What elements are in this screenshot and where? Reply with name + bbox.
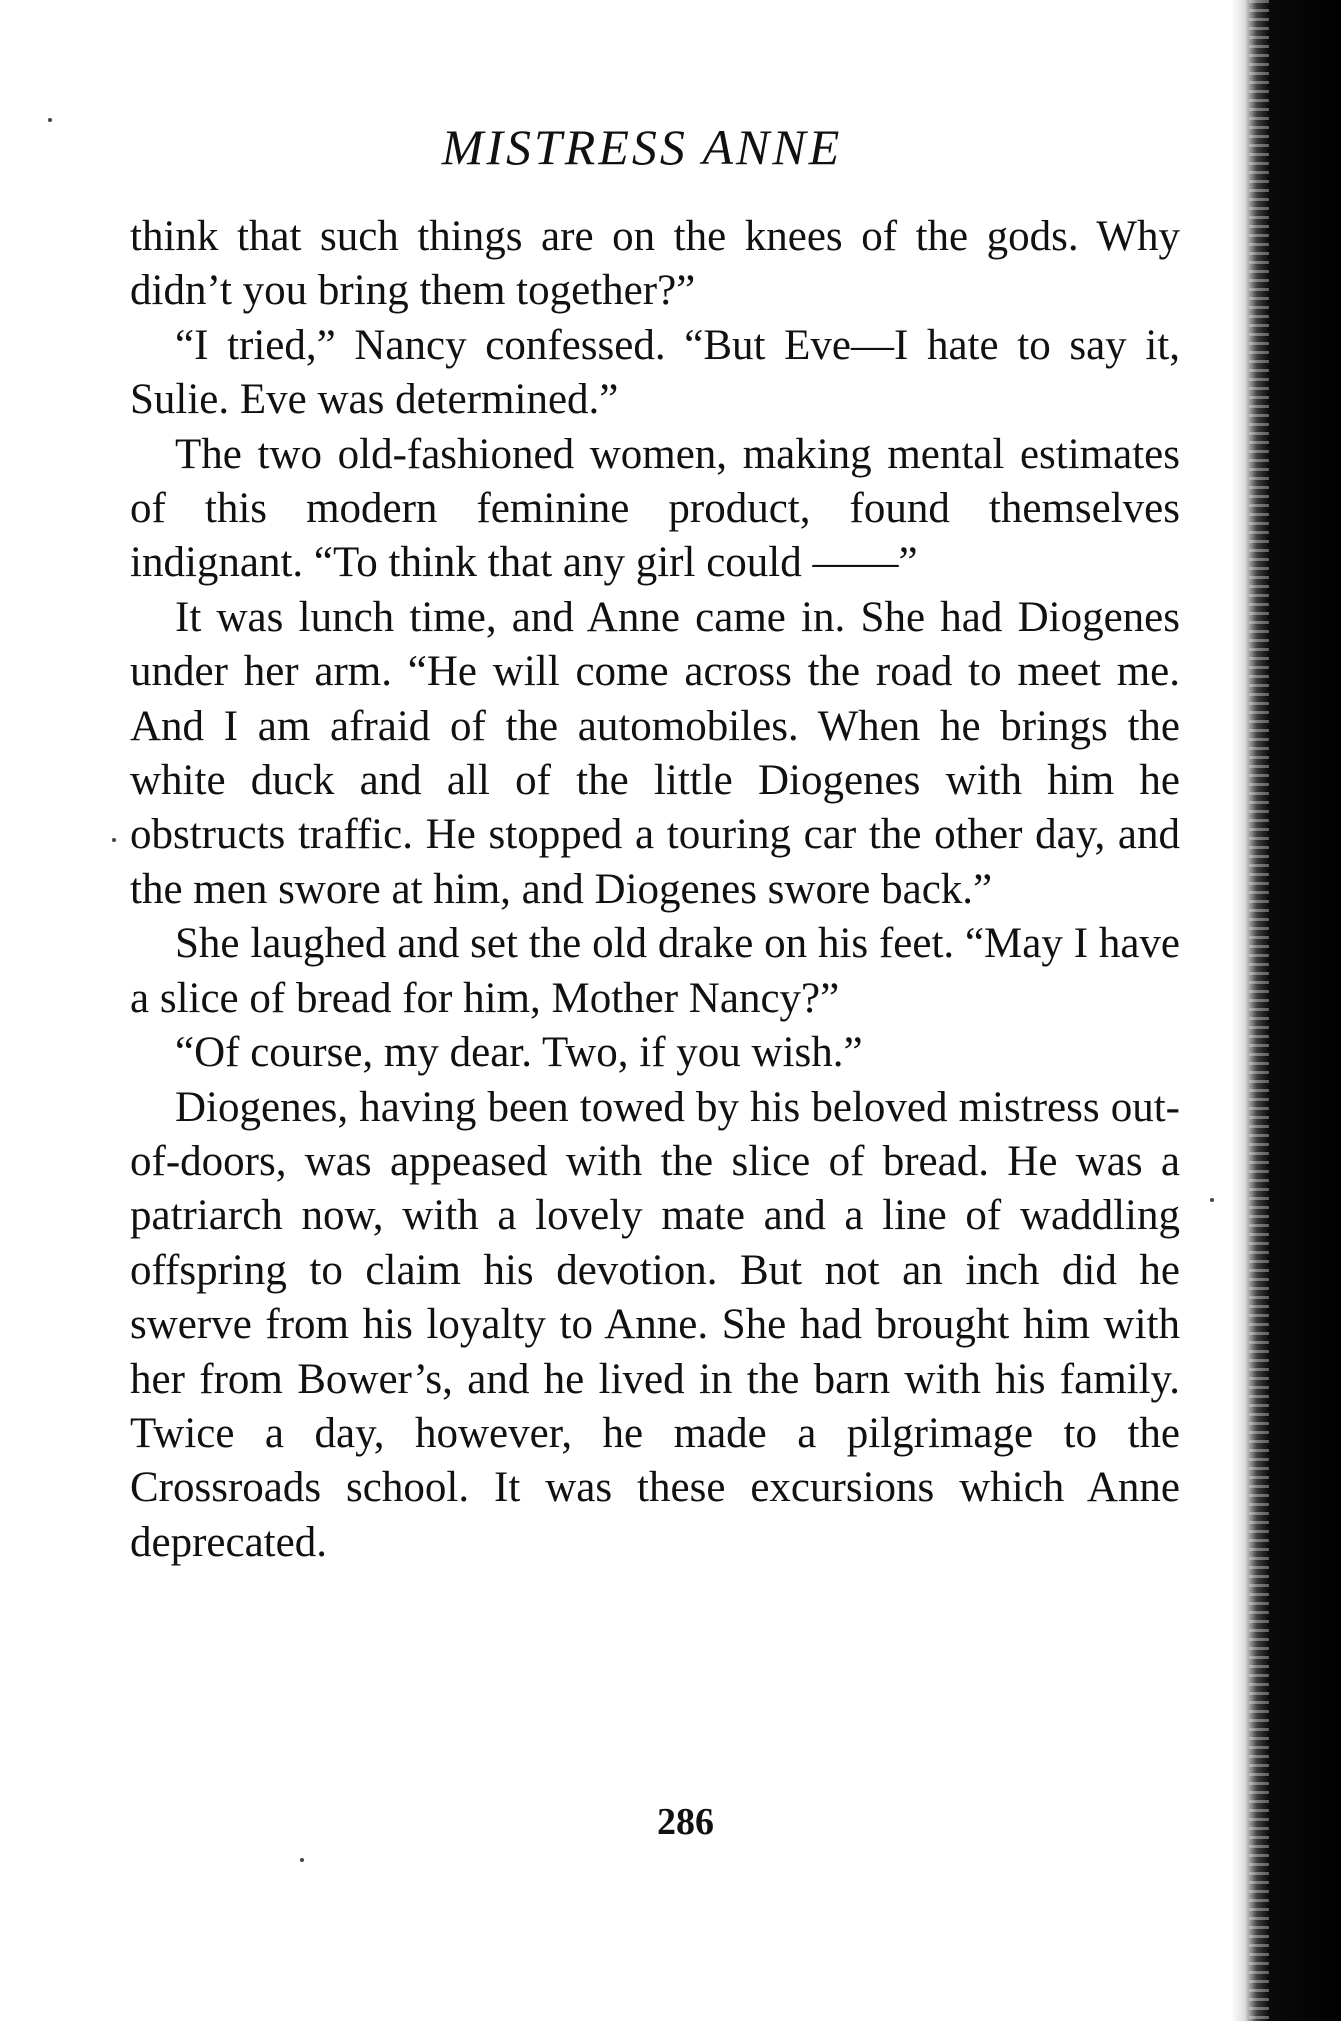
running-head: MISTRESS ANNE xyxy=(441,119,843,175)
paragraph: “I tried,” Nancy confessed. “But Eve—I hate to say it, Sulie. Eve was determined.” xyxy=(130,321,1180,424)
paragraph: “Of course, my dear. Two, if you wish.” xyxy=(175,1029,863,1077)
paragraph: The two old-fashioned women, making mental estimates of this modern feminine product, found themselves indignant. “To think that any girl could ——” xyxy=(130,430,1180,587)
page-number: 286 xyxy=(657,1801,714,1843)
paragraph: It was lunch time, and Anne came in. She had Diogenes under her arm. “He will come across the road to meet me. And I am afraid of the automobiles. When he brings the white duck and all of the little Diogenes with him he obstructs traffic. He stopped a touring car the other day, and the men swore at him, and Diogenes swore back.” xyxy=(130,593,1180,913)
paragraph: think that such things are on the knees of the gods. Why didn’t you bring them together?” xyxy=(130,213,1180,315)
page-gutter-shadow xyxy=(1231,0,1341,2021)
paragraph: Diogenes, having been towed by his beloved mistress out-of-doors, was appeased with the slice of bread. He was a patriarch now, with a lovely mate and a line of waddling offspring to claim his devotion. But not an inch did he swerve from his loyalty to Anne. She had brought him with her from Bower’s, and he lived in the barn with his family. Twice a day, however, he made a pilgrimage to the Crossroads school. It was these excursions which Anne deprecated. xyxy=(130,1083,1180,1566)
paragraph: She laughed and set the old drake on his feet. “May I have a slice of bread for him, Mother Nancy?” xyxy=(130,920,1180,1022)
paper-speck xyxy=(1210,1198,1214,1202)
body-text xyxy=(130,210,1180,1570)
paper-speck xyxy=(112,838,116,842)
paper-speck xyxy=(300,1858,304,1862)
page-gutter-texture xyxy=(1249,0,1269,2021)
